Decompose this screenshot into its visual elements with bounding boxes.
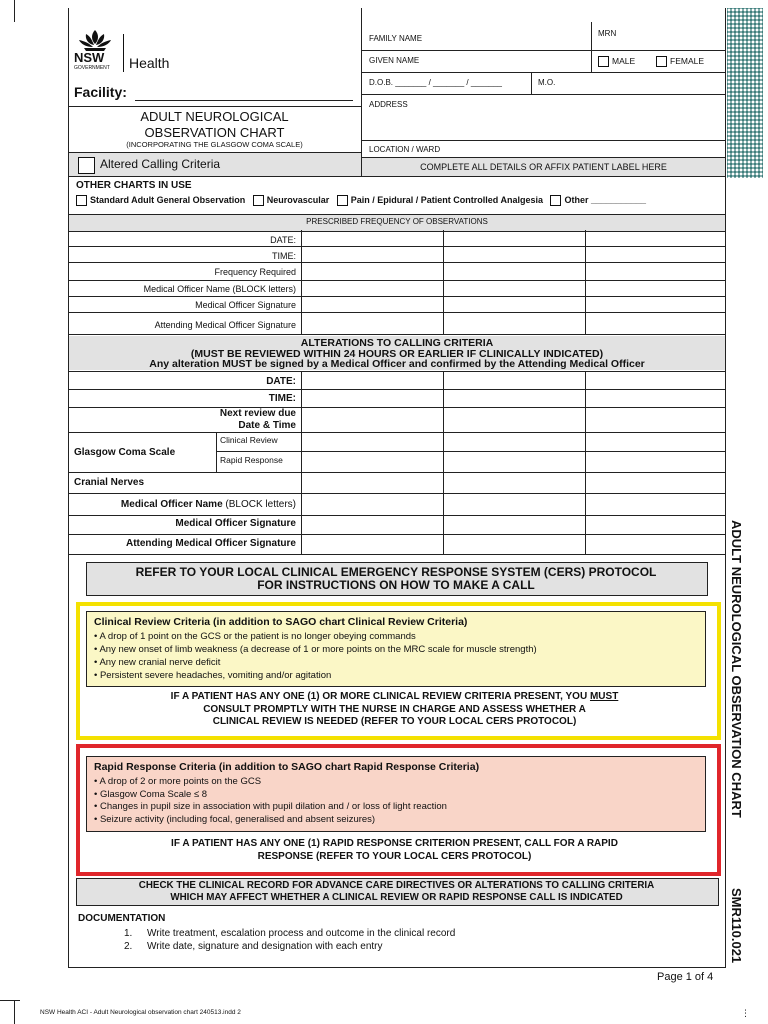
female-option[interactable] <box>656 56 704 67</box>
altered-calling-label: Altered Calling Criteria <box>100 157 221 171</box>
chart-subtitle: (INCORPORATING THE GLASGOW COMA SCALE) <box>126 140 303 149</box>
male-option[interactable] <box>598 56 635 67</box>
female-label: FEMALE <box>670 56 705 66</box>
gcs-label: Glasgow Coma Scale <box>74 447 176 458</box>
mrn-label: MRN <box>598 29 617 38</box>
prescribed-amo-signature-label: Attending Medical Officer Signature <box>154 320 296 330</box>
logo-health: Health <box>129 55 170 71</box>
facility-input[interactable] <box>135 100 353 101</box>
documentation-item-2-number: 2. <box>124 941 133 952</box>
male-label: MALE <box>612 56 636 66</box>
chart-title-line2: OBSERVATION CHART <box>144 125 285 140</box>
prescribed-mo-signature-label: Medical Officer Signature <box>195 300 296 310</box>
altered-calling-checkbox[interactable] <box>78 157 95 174</box>
more-icon: ⋮ <box>741 1008 750 1018</box>
side-code: SMR110.021 <box>729 888 744 964</box>
crop-mark <box>0 1000 20 1001</box>
neurovascular-label: Neurovascular <box>266 195 330 205</box>
prescribed-heading: PRESCRIBED FREQUENCY OF OBSERVATIONS <box>306 217 488 226</box>
binding-strip <box>727 8 763 178</box>
cranial-nerves-label: Cranial Nerves <box>74 477 145 488</box>
cers-line2: FOR INSTRUCTIONS ON HOW TO MAKE A CALL <box>257 578 535 592</box>
list-item: • Glasgow Coma Scale ≤ 8 <box>94 788 208 800</box>
alterations-amo-signature-label: Attending Medical Officer Signature <box>125 538 296 549</box>
list-item: • Any new cranial nerve deficit <box>94 657 221 668</box>
documentation-item-1-number: 1. <box>124 928 133 939</box>
clinical-review-title: Clinical Review Criteria (in addition to SAGO chart Clinical Review Criteria) <box>94 616 468 628</box>
next-review-label-2: Date & Time <box>238 420 296 431</box>
cers-line1: REFER TO YOUR LOCAL CLINICAL EMERGENCY RESPONSE SYSTEM (CERS) PROTOCOL <box>135 565 657 579</box>
alterations-mo-signature-label: Medical Officer Signature <box>175 518 296 529</box>
documentation-heading: DOCUMENTATION <box>78 913 166 924</box>
logo-government: GOVERNMENT <box>74 65 110 71</box>
file-slug: NSW Health ACI - Adult Neurological observation chart 240513.indd 2 <box>40 1009 241 1016</box>
list-item: • Persistent severe headaches, vomiting and/or agitation <box>94 670 332 681</box>
next-review-label-1: Next review due <box>219 408 296 419</box>
gcs-rapid-response-label: Rapid Response <box>220 455 283 465</box>
frame-right <box>725 8 726 968</box>
address-label: ADDRESS <box>369 100 408 109</box>
frequency-required-label: Frequency Required <box>214 267 296 277</box>
list-item: • A drop of 1 point on the GCS or the patient is no longer obeying commands <box>94 631 416 642</box>
nsw-health-logo <box>74 28 184 74</box>
gcs-clinical-review-label: Clinical Review <box>220 435 278 445</box>
neurovascular-checkbox[interactable] <box>253 195 264 206</box>
alterations-mo-name-label: Medical Officer Name (BLOCK letters) <box>120 499 296 510</box>
standard-adult-label: Standard Adult General Observation <box>90 195 246 205</box>
prescribed-mo-name-label: Medical Officer Name (BLOCK letters) <box>143 284 296 294</box>
documentation-item-2: Write date, signature and designation with each entry <box>147 941 383 952</box>
alterations-date-label: DATE: <box>266 376 296 387</box>
prescribed-date-label: DATE: <box>270 235 296 245</box>
crop-mark <box>14 0 15 22</box>
alterations-line3: Any alteration MUST be signed by a Medical Officer and confirmed by the Attending Medical Officer <box>149 358 645 370</box>
alterations-time-label: TIME: <box>268 393 296 404</box>
check-line1: CHECK THE CLINICAL RECORD FOR ADVANCE CARE DIRECTIVES OR ALTERATIONS TO CALLING CRITERIA <box>138 880 655 891</box>
mo-label: M.O. <box>538 78 556 87</box>
page-number: Page 1 of 4 <box>657 971 714 983</box>
dob-field[interactable]: D.O.B. _______ / _______ / _______ <box>369 78 502 87</box>
other-label: Other ___________ <box>564 195 647 205</box>
check-line2: WHICH MAY AFFECT WHETHER A CLINICAL REVIEW OR RAPID RESPONSE CALL IS INDICATED <box>170 892 623 903</box>
logo-nsw: NSW <box>74 50 105 65</box>
list-item: • Seizure activity (including focal, generalised and absent seizures) <box>94 813 376 825</box>
facility-label: Facility: <box>74 84 127 100</box>
alterations-line2: (MUST BE REVIEWED WITHIN 24 HOURS OR EARLIER IF CLINICALLY INDICATED) <box>190 348 604 360</box>
rapid-response-footer: IF A PATIENT HAS ANY ONE (1) RAPID RESPONSE CRITERION PRESENT, CALL FOR A RAPID RESPONSE (REFER TO YOUR LOCAL CERS PROTOCOL) <box>171 838 618 862</box>
pain-epidural-checkbox[interactable] <box>337 195 348 206</box>
female-checkbox[interactable] <box>656 56 667 67</box>
family-name-label: FAMILY NAME <box>369 34 423 43</box>
complete-details-text: COMPLETE ALL DETAILS OR AFFIX PATIENT LABEL HERE <box>420 162 667 172</box>
male-checkbox[interactable] <box>598 56 609 67</box>
prescribed-time-label: TIME: <box>272 251 296 261</box>
side-title: ADULT NEUROLOGICAL OBSERVATION CHART <box>729 520 744 818</box>
pain-epidural-label: Pain / Epidural / Patient Controlled Analgesia <box>350 195 543 205</box>
list-item: • A drop of 2 or more points on the GCS <box>94 776 262 787</box>
alterations-line1: ALTERATIONS TO CALLING CRITERIA <box>300 337 494 349</box>
clinical-review-list <box>94 630 537 682</box>
clinical-review-footer: IF A PATIENT HAS ANY ONE (1) OR MORE CLINICAL REVIEW CRITERIA PRESENT, YOU MUST CONSULT PROMPTLY WITH THE NURSE IN CHARGE AND ASSESS WHETHER A CLINICAL REVIEW IS NEEDED (REFER TO YOUR LOCAL CERS PROTOCOL) <box>170 691 619 727</box>
waratah-icon <box>74 28 116 52</box>
location-label: LOCATION / WARD <box>369 145 441 154</box>
list-item: • Any new onset of limb weakness (a decrease of 1 or more points on the MRC scale for muscle strength) <box>94 644 537 655</box>
rapid-response-title: Rapid Response Criteria (in addition to SAGO chart Rapid Response Criteria) <box>94 761 480 773</box>
other-charts-options <box>76 195 646 206</box>
standard-adult-checkbox[interactable] <box>76 195 87 206</box>
other-checkbox[interactable] <box>550 195 561 206</box>
rapid-response-list <box>94 776 447 826</box>
given-name-label: GIVEN NAME <box>369 56 420 65</box>
documentation-item-1: Write treatment, escalation process and outcome in the clinical record <box>147 928 456 939</box>
crop-mark <box>14 1000 15 1024</box>
chart-title-line1: ADULT NEUROLOGICAL <box>140 109 289 124</box>
other-charts-heading: OTHER CHARTS IN USE <box>76 180 192 191</box>
list-item: • Changes in pupil size in association with pupil dilation and / or loss of light reaction <box>94 801 447 812</box>
